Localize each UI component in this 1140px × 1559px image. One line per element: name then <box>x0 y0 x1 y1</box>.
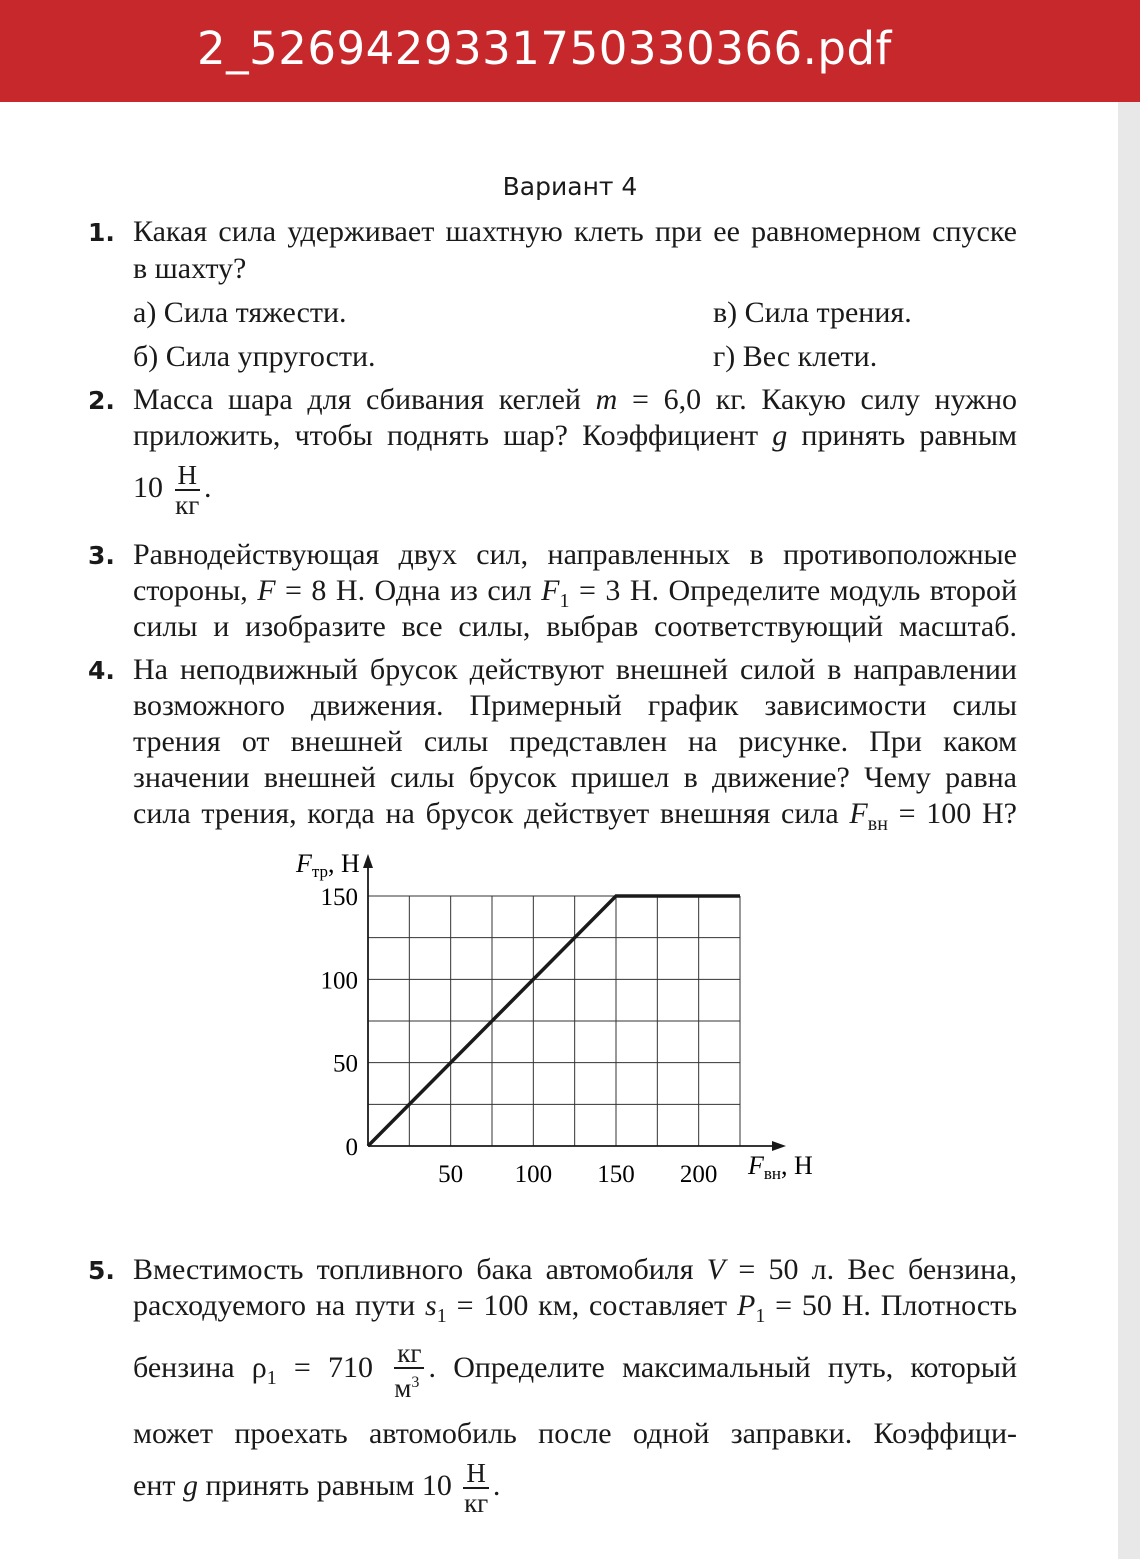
document-filename: 2_5269429331750330366.pdf <box>197 22 892 75</box>
question-2-number: 2. <box>88 386 115 415</box>
variant-title: Вариант 4 <box>502 172 638 201</box>
y-axis-arrow <box>363 854 373 868</box>
x-axis-label: Fвн, Н <box>748 1151 813 1183</box>
question-4-text-line-3: трения от внешней силы представлен на рисунке. При каком <box>133 725 1017 758</box>
chart-grid <box>368 896 740 1146</box>
question-1-text-line-1: Какая сила удерживает шахтную клеть при ее равномерном спуске <box>133 215 1017 248</box>
app-header-bar <box>0 0 1140 102</box>
question-2-text-line-2: приложить, чтобы поднять шар? Коэффициент g принять равным <box>133 419 1017 452</box>
question-4-text-line-5: сила трения, когда на брусок действует внешняя сила $F_{вн} = 100$ Н? <box>133 797 1017 835</box>
x-tick-label: 100 <box>514 1161 553 1188</box>
question-3-text-line-2: стороны, F = 8 Н. Одна из сил $F_1 = 3$ Н. Определите модуль второй <box>133 574 1017 612</box>
unit-fraction-n-per-kg: $\frac{Н}{кг}$ <box>464 1458 489 1519</box>
x-axis-arrow <box>772 1141 786 1151</box>
x-tick-label: 150 <box>597 1161 635 1188</box>
y-tick-label: 50 <box>333 1050 358 1078</box>
y-axis-label: Fтр, Н <box>296 849 360 881</box>
question-1-option-b: б) Сила упругости. <box>133 340 376 373</box>
question-3-number: 3. <box>88 541 115 570</box>
y-tick-label: 150 <box>320 884 358 911</box>
question-5-text-line-5: ент g принять равным 10 $\frac{Н}{кг}$ . <box>133 1458 501 1519</box>
x-tick-label: 50 <box>438 1161 464 1188</box>
question-1-text-line-2: в шахту? <box>133 252 247 285</box>
question-2-text-line-1: Масса шара для сбивания кеглей m = 6,0 кг. Какую силу нужно <box>133 383 1017 416</box>
question-5-text-line-1: Вместимость топливного бака автомобиля V = 50 л. Вес бензина, <box>133 1253 1017 1286</box>
question-1-option-v: в) Сила трения. <box>713 296 912 329</box>
question-4-number: 4. <box>88 656 115 685</box>
question-4-text-line-1: На неподвижный брусок действуют внешней силой в направлении <box>133 653 1017 686</box>
question-5-text-line-2: расходуемого на пути $s_1 = 100$ км, составляет $P_1 = 50$ Н. Плотность <box>133 1289 1018 1327</box>
question-1-option-a: а) Сила тяжести. <box>133 296 347 329</box>
x-tick-label: 200 <box>679 1161 718 1188</box>
unit-fraction-kg-per-m3: $\frac{кг}{м^3}$ <box>394 1339 424 1402</box>
chart-tick-labels <box>321 884 718 1188</box>
question-4-text-line-2: возможного движения. Примерный график зависимости силы <box>133 689 1017 722</box>
unit-fraction-n-per-kg: $\frac{Н}{кг}$ <box>175 460 200 521</box>
question-5-text-line-4: может проехать автомобиль после одной заправки. Коэффици- <box>133 1417 1017 1450</box>
question-3-text-line-3: силы и изобразите все силы, выбрав соответствующий масштаб. <box>133 610 1017 643</box>
y-tick-label: 100 <box>320 967 358 995</box>
question-1-option-g: г) Вес клети. <box>713 340 878 373</box>
scrollbar[interactable] <box>1118 102 1140 1559</box>
question-1-number: 1. <box>88 218 115 247</box>
friction-force-chart <box>280 840 840 1200</box>
question-3-text-line-1: Равнодействующая двух сил, направленных в противоположные <box>133 538 1017 571</box>
question-4-text-line-4: значении внешней силы брусок пришел в движение? Чему равна <box>133 761 1017 794</box>
question-5-number: 5. <box>88 1256 115 1285</box>
y-tick-label: 0 <box>345 1134 358 1161</box>
question-5-text-line-3: бензина $\rho_1 = 710$ $\frac{кг}{м^3}$ . Определите максимальный путь, который <box>133 1337 1018 1403</box>
question-2-text-line-3: 10 $\frac{Н}{кг}$ . <box>133 460 212 521</box>
